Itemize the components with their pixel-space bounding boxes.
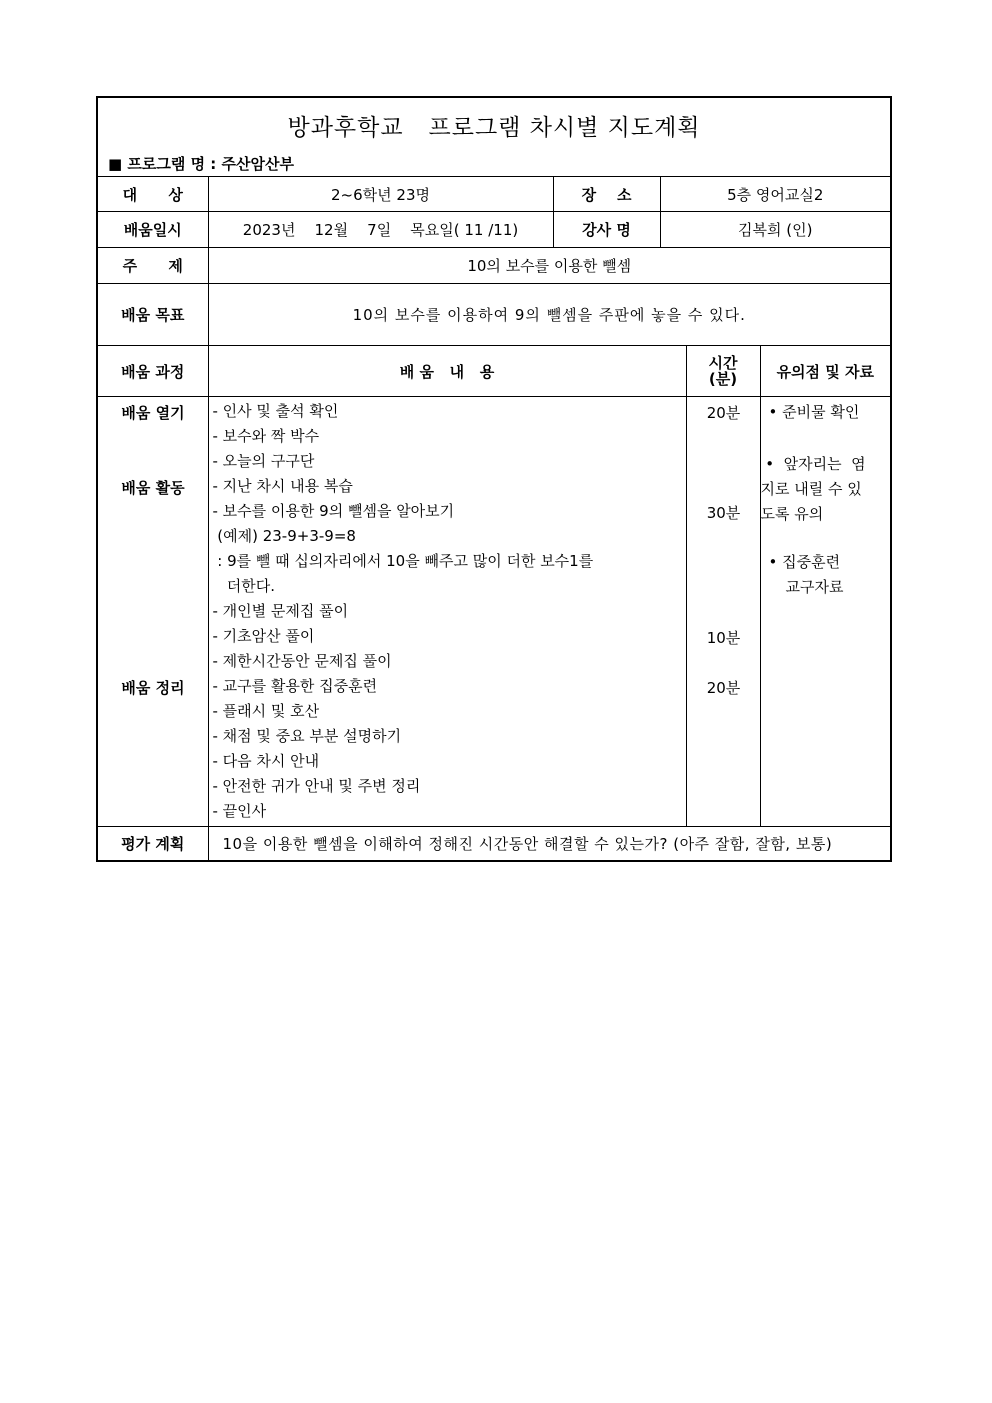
topic-label (97, 248, 208, 284)
teacher-label: 강사 명 (553, 212, 660, 248)
lesson-plan-table (96, 96, 892, 862)
date-value (208, 212, 553, 248)
goal-label: 배움 목표 (97, 284, 208, 346)
stage-activity: 배움 활동 (121, 479, 185, 497)
content-line: : 9를 뺄 때 십의자리에서 10을 빼주고 많이 더한 보수1를 (212, 552, 594, 570)
content-line: - 안전한 귀가 안내 및 주변 정리 (212, 777, 421, 795)
content-line: - 인사 및 출석 확인 (212, 402, 339, 420)
process-header: 배움 과정 (97, 346, 208, 397)
document-title: 방과후학교 프로그램 차시별 지도계획 (287, 114, 701, 141)
stage-opening: 배움 열기 (121, 404, 185, 422)
place-label (553, 177, 660, 212)
time-header (686, 346, 760, 397)
note-seating-line3: 도록 유의 (760, 505, 824, 523)
target-label-text: 대 상 (122, 185, 183, 204)
content-line: - 끝인사 (212, 802, 267, 820)
content-line: 더한다. (212, 577, 276, 595)
content-line: - 다음 차시 안내 (212, 752, 320, 770)
content-line: - 교구를 활용한 집중훈련 (212, 677, 378, 695)
evaluation-label: 평가 계획 (97, 827, 208, 861)
time-activity: 30분 (706, 504, 741, 522)
note-training (769, 550, 844, 600)
note-seating (761, 452, 889, 527)
content-line: (예제) 23-9+3-9=8 (212, 527, 356, 545)
time-header-line1: 시간 (708, 354, 738, 372)
header-cell (97, 97, 891, 177)
content-line: - 기초암산 풀이 (212, 627, 315, 645)
topic-value: 10의 보수를 이용한 뺄셈 (208, 248, 891, 284)
date-value-text: 2023년 12월 7일 목요일( 11 /11) (242, 221, 519, 239)
content-header-text: 배 움 내 용 (399, 362, 495, 381)
content-line: - 보수를 이용한 9의 뺄셈을 알아보기 (212, 502, 455, 520)
stage-column (97, 397, 208, 827)
content-line: - 채점 및 중요 부분 설명하기 (212, 727, 402, 745)
teacher-value: 김복희 (인) (660, 212, 891, 248)
time-closing: 20분 (706, 679, 741, 697)
target-label (97, 177, 208, 212)
content-line: - 지난 차시 내용 복습 (212, 477, 353, 495)
time-header-line2: (분) (708, 370, 738, 388)
place-label-text: 장 소 (581, 185, 632, 204)
content-column (208, 397, 686, 827)
note-seating-line1: • 앞자리는 염 (760, 455, 866, 473)
content-line: - 오늘의 구구단 (212, 452, 315, 470)
date-label: 배움일시 (97, 212, 208, 248)
content-header (208, 346, 686, 397)
content-line: - 개인별 문제집 풀이 (212, 602, 349, 620)
evaluation-value: 10을 이용한 뺄셈을 이해하여 정해진 시간동안 해결할 수 있는가? (아주 잘함, 잘함, 보통) (208, 827, 891, 861)
program-name: ■ 프로그램 명 : 주산암산부 (108, 154, 294, 173)
content-line: - 플래시 및 호산 (212, 702, 320, 720)
target-value: 2~6학년 23명 (208, 177, 553, 212)
note-training-line1: • 집중훈련 (768, 553, 841, 571)
note-materials: • 준비물 확인 (768, 403, 860, 421)
place-value: 5층 영어교실2 (660, 177, 891, 212)
time-practice: 10분 (706, 629, 741, 647)
stage-closing: 배움 정리 (121, 679, 185, 697)
content-line: - 제한시간동안 문제집 풀이 (212, 652, 392, 670)
notes-header: 유의점 및 자료 (760, 346, 891, 397)
content-line: - 보수와 짝 박수 (212, 427, 320, 445)
note-seating-line2: 지로 내릴 수 있 (760, 480, 862, 498)
notes-column (760, 397, 891, 827)
lesson-plan-document (96, 96, 890, 862)
topic-label-text: 주 제 (122, 257, 183, 275)
time-column (686, 397, 760, 827)
goal-value: 10의 보수를 이용하여 9의 뺄셈을 주판에 놓을 수 있다. (208, 284, 891, 346)
note-training-line2: 교구자료 (785, 578, 844, 596)
time-opening: 20분 (706, 404, 741, 422)
